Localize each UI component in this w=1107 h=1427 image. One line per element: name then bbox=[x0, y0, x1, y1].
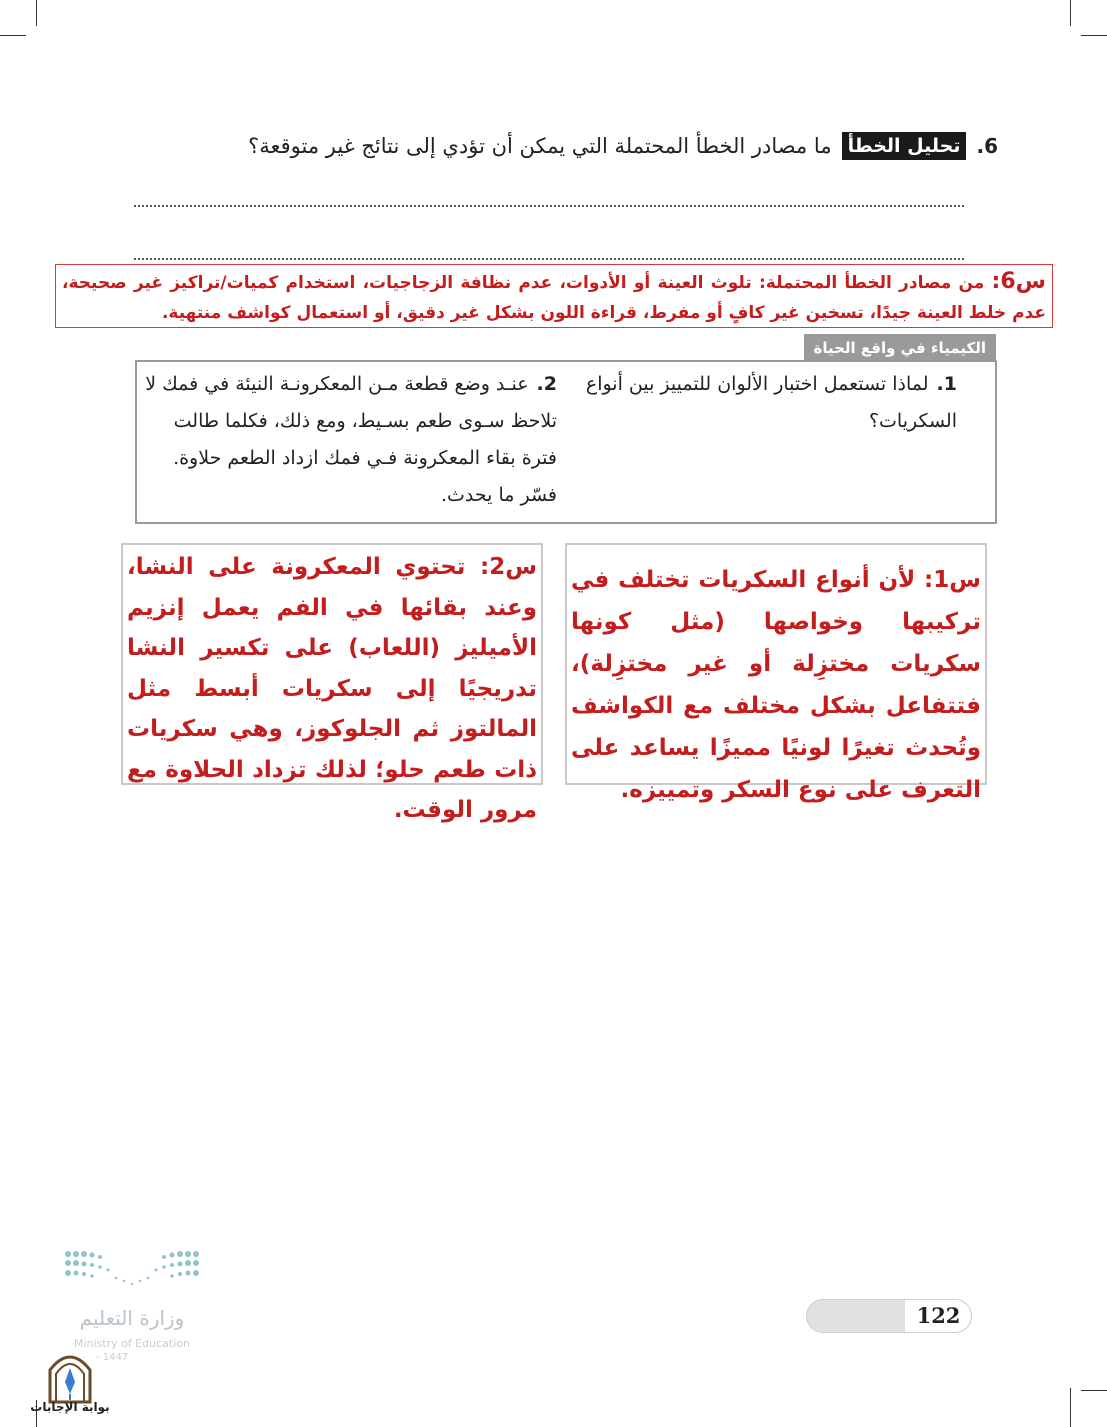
question-number: 6. bbox=[976, 134, 998, 158]
answer-line bbox=[134, 205, 964, 207]
crop-mark bbox=[1070, 0, 1071, 26]
question-text: ما مصادر الخطأ المحتملة التي يمكن أن تؤدي إلى نتائج غير متوقعة؟ bbox=[248, 134, 832, 158]
page-number: 122 bbox=[916, 1303, 961, 1328]
question-number: 2. bbox=[536, 373, 557, 395]
answer-label: س6: bbox=[991, 269, 1046, 294]
question-text: عنـد وضع قطعة مـن المعكرونـة النيئة في فمك لا تلاحظ سـوى طعم بسـيط، ومع ذلك، فكلما طالت فترة بقاء المعكرونة فـي فمك ازداد الطعم حلاوة. فسّر ما يحدث. bbox=[145, 373, 557, 506]
question-number: 1. bbox=[936, 373, 957, 395]
real-life-question-2 bbox=[137, 366, 557, 514]
question-text: لماذا تستعمل اختبار الألوان للتمييز بين أنواع السكريات؟ bbox=[585, 373, 957, 432]
answer-label: س1: bbox=[924, 567, 981, 593]
answer-2-box bbox=[121, 543, 543, 823]
portal-logo-icon bbox=[44, 1348, 96, 1404]
answer-line bbox=[134, 258, 964, 260]
real-life-question-1 bbox=[567, 366, 957, 440]
crop-mark bbox=[1081, 35, 1107, 36]
portal-name: بوابة الإجابات bbox=[30, 1400, 110, 1414]
crop-mark bbox=[36, 0, 37, 26]
section-title: الكيمياء في واقع الحياة bbox=[804, 334, 997, 362]
answer-1-box bbox=[565, 543, 987, 803]
answer-text: تحتوي المعكرونة على النشا، وعند بقائها في الفم يعمل إنزيم الأميليز (اللعاب) على تكسير النشا تدريجيًا إلى سكريات أبسط مثل المالتوز ثم الجلوكوز، وهي سكريات ذات طعم حلو؛ لذلك تزداد الحلاوة مع مرور الوقت. bbox=[127, 554, 537, 823]
ministry-name-english: Ministry of Education bbox=[73, 1337, 190, 1350]
ministry-logo-icon bbox=[62, 1248, 202, 1296]
answer-text: لأن أنواع السكريات تختلف في تركيبها وخواصها (مثل كونها سكريات مختزِلة أو غير مختزِلة)، فتتفاعل بشكل مختلف مع الكواشف وتُحدث تغيرًا لونيًا مميزًا يساعد على التعرف على نوع السكر وتمييزه. bbox=[571, 567, 981, 803]
edition-year: - 1447 bbox=[96, 1352, 129, 1363]
crop-mark bbox=[1081, 1390, 1107, 1391]
error-analysis-tag: تحليل الخطأ bbox=[842, 132, 967, 160]
question-6 bbox=[130, 128, 998, 164]
ministry-name-arabic: وزارة التعليم bbox=[79, 1306, 185, 1330]
answer-6-box bbox=[55, 264, 1053, 328]
answer-text: من مصادر الخطأ المحتملة: تلوث العينة أو الأدوات، عدم نظافة الزجاجيات، استخدام كميات/تراكيز غير صحيحة، عدم خلط العينة جيدًا، تسخين غير كافٍ أو مفرط، قراءة اللون بشكل غير دقيق، أو استعمال كواشف منتهية. bbox=[62, 273, 1046, 323]
crop-mark bbox=[0, 35, 26, 36]
answer-label: س2: bbox=[480, 554, 537, 580]
crop-mark bbox=[1070, 1388, 1071, 1427]
